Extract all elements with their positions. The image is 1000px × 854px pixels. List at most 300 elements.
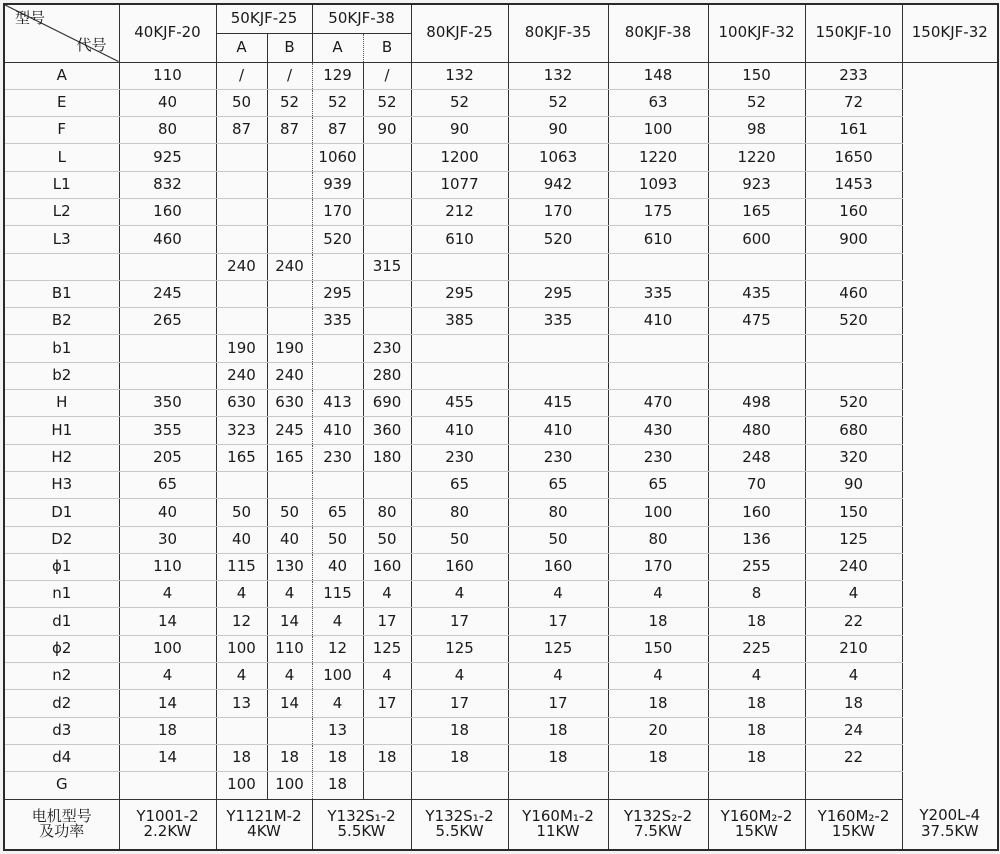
- row-label: d1: [4, 608, 119, 635]
- value-cell: 40: [312, 553, 363, 580]
- motor-model: Y160M₂-2: [720, 806, 793, 825]
- value-cell: 12: [312, 635, 363, 662]
- value-cell: [216, 717, 267, 744]
- row-label: H2: [4, 444, 119, 471]
- value-cell: 14: [119, 744, 216, 771]
- table-row: [4, 144, 998, 171]
- value-cell: 80: [363, 499, 411, 526]
- value-cell: 240: [267, 362, 312, 389]
- table-row: [4, 390, 998, 417]
- value-cell: 125: [508, 635, 608, 662]
- model-header-40kjf-20: 40KJF-20: [119, 4, 216, 62]
- motor-power-row: [4, 799, 998, 850]
- value-cell: 455: [411, 390, 508, 417]
- model-header-50kjf-25: 50KJF-25: [216, 4, 312, 33]
- value-cell: [363, 226, 411, 253]
- value-cell: 100: [312, 663, 363, 690]
- value-cell: [411, 362, 508, 389]
- value-cell: 335: [608, 280, 708, 307]
- value-cell: 475: [708, 308, 805, 335]
- value-cell: 610: [411, 226, 508, 253]
- value-cell: 100: [608, 117, 708, 144]
- value-cell: [312, 335, 363, 362]
- value-cell: [363, 308, 411, 335]
- value-cell: 480: [708, 417, 805, 444]
- value-cell: 498: [708, 390, 805, 417]
- value-cell: [805, 362, 902, 389]
- table-row: [4, 744, 998, 771]
- value-cell: 4: [312, 690, 363, 717]
- value-cell: 900: [805, 226, 902, 253]
- value-cell: 50: [216, 499, 267, 526]
- value-cell: [312, 362, 363, 389]
- value-cell: 255: [708, 553, 805, 580]
- motor-power-label-line1: 电机型号: [31, 806, 92, 825]
- value-cell: 165: [216, 444, 267, 471]
- value-cell: [216, 198, 267, 225]
- value-cell: [119, 772, 216, 799]
- table-row: [4, 553, 998, 580]
- value-cell: 4: [411, 663, 508, 690]
- value-cell: 40: [119, 89, 216, 116]
- value-cell: 22: [805, 608, 902, 635]
- table-row: [4, 608, 998, 635]
- value-cell: 50: [411, 526, 508, 553]
- value-cell: 460: [805, 280, 902, 307]
- value-cell: 18: [708, 608, 805, 635]
- value-cell: [267, 144, 312, 171]
- value-cell: 24: [805, 717, 902, 744]
- value-cell: [411, 772, 508, 799]
- value-cell: 170: [508, 198, 608, 225]
- table-row: [4, 772, 998, 799]
- value-cell: 175: [608, 198, 708, 225]
- value-cell: 100: [267, 772, 312, 799]
- value-cell: [508, 362, 608, 389]
- row-label: L1: [4, 171, 119, 198]
- motor-power: 5.5KW: [435, 822, 484, 841]
- value-cell: 690: [363, 390, 411, 417]
- value-cell: 4: [312, 608, 363, 635]
- value-cell: [267, 198, 312, 225]
- table-row: [4, 417, 998, 444]
- motor-power-cell: [902, 799, 998, 850]
- row-label: b2: [4, 362, 119, 389]
- value-cell: 1060: [312, 144, 363, 171]
- value-cell: 170: [312, 198, 363, 225]
- value-cell: 165: [267, 444, 312, 471]
- value-cell: 110: [267, 635, 312, 662]
- value-cell: 385: [411, 308, 508, 335]
- row-label: L2: [4, 198, 119, 225]
- value-cell: 265: [119, 308, 216, 335]
- value-cell: [363, 198, 411, 225]
- value-cell: 125: [411, 635, 508, 662]
- value-cell: [411, 253, 508, 280]
- value-cell: 4: [508, 663, 608, 690]
- value-cell: [267, 717, 312, 744]
- motor-model: Y132S₁-2: [425, 806, 494, 825]
- value-cell: 100: [216, 635, 267, 662]
- table-row: [4, 62, 998, 89]
- value-cell: 90: [805, 471, 902, 498]
- table-row: [4, 471, 998, 498]
- subcol-50kjf-38-a: A: [312, 33, 363, 62]
- row-label: D2: [4, 526, 119, 553]
- value-cell: 295: [411, 280, 508, 307]
- value-cell: 110: [119, 553, 216, 580]
- value-cell: 52: [312, 89, 363, 116]
- value-cell: 350: [119, 390, 216, 417]
- value-cell: 4: [411, 581, 508, 608]
- value-cell: 410: [411, 417, 508, 444]
- value-cell: 410: [508, 417, 608, 444]
- value-cell: 295: [508, 280, 608, 307]
- value-cell: 30: [119, 526, 216, 553]
- value-cell: 230: [508, 444, 608, 471]
- value-cell: [312, 253, 363, 280]
- value-cell: 160: [805, 198, 902, 225]
- value-cell: 225: [708, 635, 805, 662]
- value-cell: 520: [312, 226, 363, 253]
- motor-power-cell: [608, 799, 708, 850]
- value-cell: 430: [608, 417, 708, 444]
- value-cell: 110: [119, 62, 216, 89]
- value-cell: 18: [708, 744, 805, 771]
- value-cell: 4: [216, 663, 267, 690]
- value-cell: /: [267, 62, 312, 89]
- value-cell: 18: [363, 744, 411, 771]
- value-cell: 13: [312, 717, 363, 744]
- corner-header-cell: [4, 4, 119, 62]
- motor-model: Y200L-4: [919, 806, 981, 825]
- value-cell: 230: [608, 444, 708, 471]
- value-cell: 520: [508, 226, 608, 253]
- table-row: [4, 117, 998, 144]
- value-cell: 150: [608, 635, 708, 662]
- value-cell: 942: [508, 171, 608, 198]
- value-cell: 132: [411, 62, 508, 89]
- value-cell: 210: [805, 635, 902, 662]
- value-cell: [216, 226, 267, 253]
- value-cell: [363, 717, 411, 744]
- value-cell: 12: [216, 608, 267, 635]
- value-cell: 4: [805, 581, 902, 608]
- motor-power-cell: [508, 799, 608, 850]
- value-cell: 1093: [608, 171, 708, 198]
- value-cell: 4: [608, 663, 708, 690]
- subcol-50kjf-25-b: B: [267, 33, 312, 62]
- value-cell: 520: [805, 390, 902, 417]
- value-cell: 18: [119, 717, 216, 744]
- value-cell: 248: [708, 444, 805, 471]
- value-cell: 18: [708, 717, 805, 744]
- value-cell: 190: [267, 335, 312, 362]
- value-cell: 50: [508, 526, 608, 553]
- row-label: B2: [4, 308, 119, 335]
- value-cell: [805, 335, 902, 362]
- value-cell: 100: [119, 635, 216, 662]
- table-row: [4, 171, 998, 198]
- model-header-150kjf-10: 150KJF-10: [805, 4, 902, 62]
- value-cell: 160: [508, 553, 608, 580]
- value-cell: 13: [216, 690, 267, 717]
- table-row: [4, 280, 998, 307]
- value-cell: 245: [119, 280, 216, 307]
- value-cell: [708, 253, 805, 280]
- value-cell: 1453: [805, 171, 902, 198]
- value-cell: 18: [411, 744, 508, 771]
- value-cell: 410: [312, 417, 363, 444]
- motor-power: 2.2KW: [143, 822, 192, 841]
- value-cell: [508, 335, 608, 362]
- value-cell: 435: [708, 280, 805, 307]
- value-cell: 680: [805, 417, 902, 444]
- value-cell: 90: [411, 117, 508, 144]
- motor-power-label-line2: 及功率: [39, 822, 85, 841]
- value-cell: 160: [363, 553, 411, 580]
- row-label: [4, 253, 119, 280]
- value-cell: 925: [119, 144, 216, 171]
- motor-power-label: [4, 799, 119, 850]
- value-cell: [411, 335, 508, 362]
- value-cell: 18: [216, 744, 267, 771]
- value-cell: 170: [608, 553, 708, 580]
- value-cell: 230: [411, 444, 508, 471]
- motor-model: Y1001-2: [136, 806, 199, 825]
- row-label: n2: [4, 663, 119, 690]
- model-type-label: 型号: [15, 9, 46, 27]
- value-cell: 180: [363, 444, 411, 471]
- value-cell: 90: [508, 117, 608, 144]
- value-cell: 160: [411, 553, 508, 580]
- table-row: [4, 690, 998, 717]
- value-cell: 80: [608, 526, 708, 553]
- value-cell: 14: [267, 608, 312, 635]
- value-cell: 17: [363, 608, 411, 635]
- motor-power-cell: [119, 799, 216, 850]
- value-cell: [216, 280, 267, 307]
- motor-power: 15KW: [734, 822, 779, 841]
- table-row: [4, 581, 998, 608]
- value-cell: 1220: [608, 144, 708, 171]
- value-cell: [363, 144, 411, 171]
- value-cell: 315: [363, 253, 411, 280]
- table-row: [4, 362, 998, 389]
- value-cell: 923: [708, 171, 805, 198]
- model-header-80kjf-25: 80KJF-25: [411, 4, 508, 62]
- value-cell: [708, 362, 805, 389]
- value-cell: 115: [312, 581, 363, 608]
- value-cell: 80: [119, 117, 216, 144]
- value-cell: 72: [805, 89, 902, 116]
- value-cell: 4: [363, 581, 411, 608]
- value-cell: 1650: [805, 144, 902, 171]
- table-row: [4, 635, 998, 662]
- row-label: d3: [4, 717, 119, 744]
- value-cell: [312, 471, 363, 498]
- value-cell: [267, 308, 312, 335]
- value-cell: [363, 772, 411, 799]
- motor-power: 15KW: [831, 822, 876, 841]
- value-cell: [119, 335, 216, 362]
- value-cell: 18: [608, 744, 708, 771]
- value-cell: 150: [708, 62, 805, 89]
- header-row: [4, 4, 998, 33]
- motor-power-cell: [216, 799, 312, 850]
- value-cell: 125: [363, 635, 411, 662]
- motor-power-cell: [312, 799, 411, 850]
- value-cell: 129: [312, 62, 363, 89]
- value-cell: [216, 171, 267, 198]
- value-cell: /: [363, 62, 411, 89]
- code-label: 代号: [76, 35, 107, 54]
- value-cell: [508, 253, 608, 280]
- value-cell: 17: [363, 690, 411, 717]
- value-cell: 87: [312, 117, 363, 144]
- value-cell: 98: [708, 117, 805, 144]
- value-cell: 40: [267, 526, 312, 553]
- value-cell: 939: [312, 171, 363, 198]
- value-cell: 52: [363, 89, 411, 116]
- value-cell: [267, 471, 312, 498]
- value-cell: 65: [608, 471, 708, 498]
- value-cell: 65: [411, 471, 508, 498]
- value-cell: 18: [312, 772, 363, 799]
- value-cell: 212: [411, 198, 508, 225]
- row-label: d4: [4, 744, 119, 771]
- value-cell: 125: [805, 526, 902, 553]
- value-cell: 18: [608, 608, 708, 635]
- value-cell: [119, 253, 216, 280]
- spec-table: [3, 3, 999, 851]
- value-cell: 18: [267, 744, 312, 771]
- value-cell: 4: [608, 581, 708, 608]
- value-cell: [708, 335, 805, 362]
- value-cell: 63: [608, 89, 708, 116]
- value-cell: 18: [312, 744, 363, 771]
- value-cell: 17: [411, 608, 508, 635]
- value-cell: 205: [119, 444, 216, 471]
- value-cell: 161: [805, 117, 902, 144]
- value-cell: [805, 772, 902, 799]
- row-label: H: [4, 390, 119, 417]
- value-cell: 4: [216, 581, 267, 608]
- value-cell: 100: [608, 499, 708, 526]
- value-cell: 335: [312, 308, 363, 335]
- value-cell: 460: [119, 226, 216, 253]
- value-cell: 280: [363, 362, 411, 389]
- row-label: ϕ1: [4, 553, 119, 580]
- value-cell: [508, 772, 608, 799]
- motor-model: Y160M₂-2: [817, 806, 890, 825]
- value-cell: 4: [508, 581, 608, 608]
- value-cell: 40: [216, 526, 267, 553]
- value-cell: [805, 253, 902, 280]
- value-cell: 17: [508, 690, 608, 717]
- value-cell: 335: [508, 308, 608, 335]
- value-cell: 355: [119, 417, 216, 444]
- value-cell: [119, 362, 216, 389]
- value-cell: 18: [608, 690, 708, 717]
- value-cell: 18: [805, 690, 902, 717]
- value-cell: 87: [216, 117, 267, 144]
- row-label: A: [4, 62, 119, 89]
- value-cell: 4: [267, 663, 312, 690]
- value-cell: /: [216, 62, 267, 89]
- value-cell: 20: [608, 717, 708, 744]
- table-row: [4, 335, 998, 362]
- value-cell: 240: [216, 362, 267, 389]
- value-cell: 165: [708, 198, 805, 225]
- value-cell: 52: [708, 89, 805, 116]
- motor-power: 11KW: [536, 822, 580, 841]
- motor-power: 4KW: [247, 822, 281, 841]
- value-cell: 100: [216, 772, 267, 799]
- value-cell: 630: [267, 390, 312, 417]
- value-cell: 17: [411, 690, 508, 717]
- subcol-50kjf-38-b: B: [363, 33, 411, 62]
- value-cell: 240: [267, 253, 312, 280]
- value-cell: [216, 471, 267, 498]
- value-cell: 4: [119, 581, 216, 608]
- value-cell: 148: [608, 62, 708, 89]
- value-cell: 230: [363, 335, 411, 362]
- value-cell: 50: [216, 89, 267, 116]
- model-header-80kjf-38: 80KJF-38: [608, 4, 708, 62]
- value-cell: 4: [363, 663, 411, 690]
- value-cell: 410: [608, 308, 708, 335]
- value-cell: 52: [411, 89, 508, 116]
- value-cell: 4: [708, 663, 805, 690]
- value-cell: 14: [267, 690, 312, 717]
- value-cell: 4: [119, 663, 216, 690]
- value-cell: 8: [708, 581, 805, 608]
- value-cell: 832: [119, 171, 216, 198]
- row-label: H3: [4, 471, 119, 498]
- table-row: [4, 444, 998, 471]
- value-cell: [216, 308, 267, 335]
- motor-power: 5.5KW: [337, 822, 386, 841]
- model-header-100kjf-32: 100KJF-32: [708, 4, 805, 62]
- value-cell: 470: [608, 390, 708, 417]
- value-cell: [363, 471, 411, 498]
- table-row: [4, 253, 998, 280]
- value-cell: 190: [216, 335, 267, 362]
- value-cell: 115: [216, 553, 267, 580]
- value-cell: 50: [363, 526, 411, 553]
- value-cell: 150: [805, 499, 902, 526]
- value-cell: 132: [508, 62, 608, 89]
- row-label: b1: [4, 335, 119, 362]
- value-cell: 80: [508, 499, 608, 526]
- row-label: L3: [4, 226, 119, 253]
- value-cell: 52: [267, 89, 312, 116]
- model-header-50kjf-38: 50KJF-38: [312, 4, 411, 33]
- row-label: E: [4, 89, 119, 116]
- value-cell: 14: [119, 690, 216, 717]
- value-cell: 65: [119, 471, 216, 498]
- table-row: [4, 198, 998, 225]
- row-label: d2: [4, 690, 119, 717]
- value-cell: 320: [805, 444, 902, 471]
- model-header-80kjf-35: 80KJF-35: [508, 4, 608, 62]
- motor-power-cell: [805, 799, 902, 850]
- row-label: F: [4, 117, 119, 144]
- value-cell: 160: [119, 198, 216, 225]
- value-cell: 233: [805, 62, 902, 89]
- value-cell: 520: [805, 308, 902, 335]
